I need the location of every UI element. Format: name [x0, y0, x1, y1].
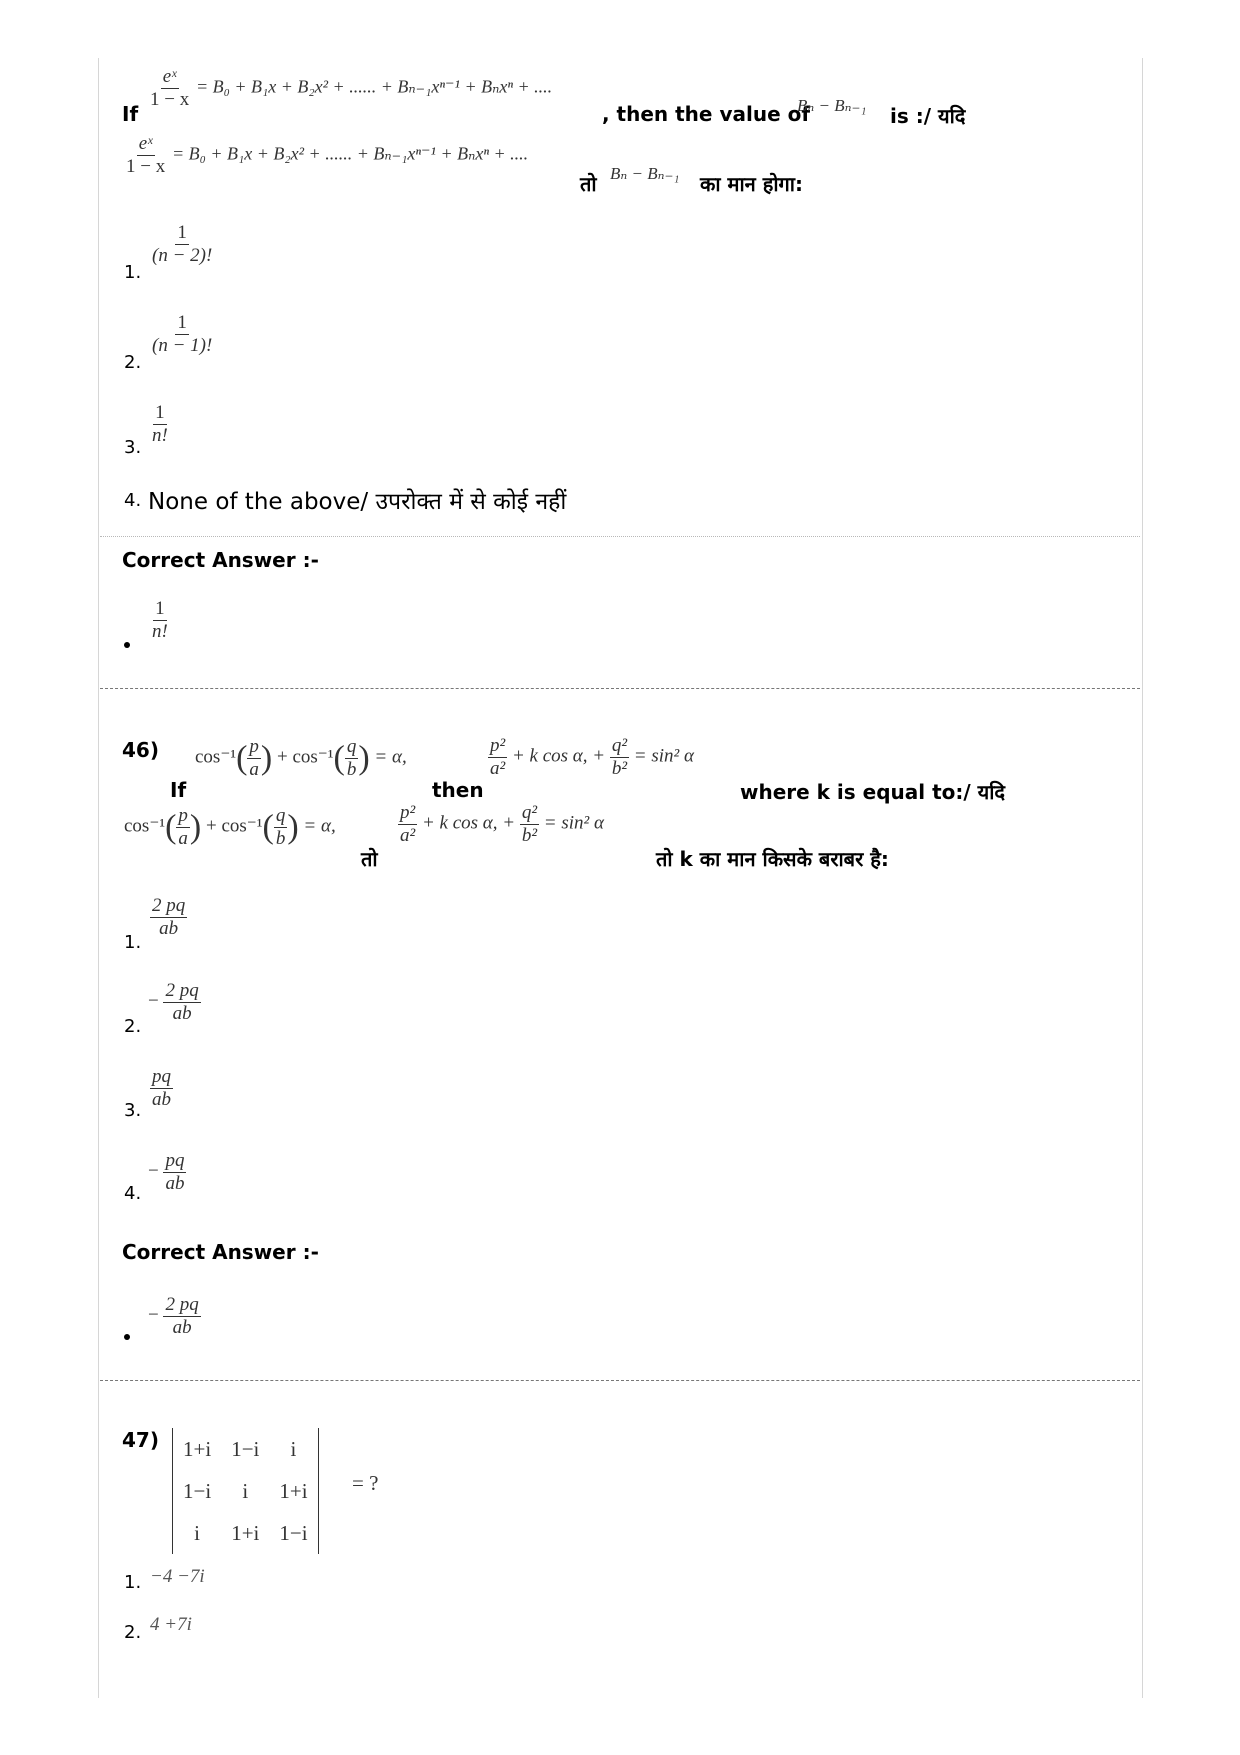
ka-maan-label: का मान होगा: [700, 172, 803, 196]
result-equation: $\frac{\text{p²}}{\text{a²}}$ + k cos α, + $\frac{\text{q²}}{\text{b²}}$ = sin² α [490, 735, 694, 779]
divider [100, 536, 1140, 537]
inverse-cos-equation: cos⁻¹( $\frac{p}{a}$ ) + cos⁻¹( $\frac{q}{b}$ ) = α, [195, 736, 407, 780]
bn-difference-hindi: Bₙ − Bₙ₋₁ [610, 164, 680, 183]
matrix-cell: i [194, 1520, 201, 1545]
option-fraction: $\frac{1}{(n - 2)!}$ [152, 222, 213, 266]
option-value: 4 +7i [150, 1614, 192, 1635]
option-fraction: − $\frac{2 pq}{ab}$ [148, 980, 199, 1024]
option-fraction: − $\frac{pq}{ab}$ [148, 1150, 185, 1194]
bn-difference: Bₙ − Bₙ₋₁ [797, 96, 867, 115]
result-equation-hindi: $\frac{\text{p²}}{\text{a²}}$ + k cos α, + $\frac{\text{q²}}{\text{b²}}$ = sin² α [400, 802, 604, 846]
to-label: तो [580, 172, 597, 196]
correct-answer-fraction: $\frac{1}{n!}$ [152, 598, 168, 642]
matrix-cell: 1+i [279, 1478, 308, 1503]
question-number: 46) [122, 738, 159, 762]
matrix-cell: 1−i [279, 1520, 308, 1545]
left-margin-line [98, 58, 99, 1698]
option-fraction: $\frac{2 pq}{ab}$ [152, 895, 186, 939]
question-separator [100, 688, 1140, 689]
question-separator [100, 1380, 1140, 1381]
equals-question: = ? [352, 1471, 379, 1495]
to-label: तो [361, 847, 378, 871]
lhs-fraction: $\frac{\text{eˣ}}{1 - x}$ [150, 66, 190, 110]
matrix-cell: i [242, 1478, 249, 1503]
exam-page: If $\frac{\text{eˣ}}{1 - x}$ = B₀ + B₁x + B₂x² + ...... + Bₙ₋₁xⁿ⁻¹ + Bₙxⁿ + .... , then the value of Bₙ − Bₙ₋₁ is :/ यदि $\frac{\text{eˣ}}{1 - x}$ = B₀ + B₁x + B₂x² + ...... + Bₙ₋₁xⁿ⁻¹ + Bₙxⁿ + .... तो Bₙ − Bₙ₋₁ का मान होगा: 1. $\frac{1}{(n - 2)!}$ 2. $\frac{1}{(n - 1)!}$ 3. $\frac{1}{n!}$ 4. None of the above/ उपरोक्त में से कोई नहीं Correct Answer :- $\frac{1}{n!}$ 46) If cos⁻¹( $\frac{p}{a}$ ) + cos⁻¹( $\frac{q}{b}$ ) = α, then $\frac{\text{p²}}{\text{a²}}$ + k cos α, + $\frac{\text{q²}}{\text{b²}}$ = sin² α where k is equal to:/ यदि cos⁻¹( $\frac{p}{a}$ ) + cos⁻¹( $\frac{q}{b}$ ) = α, तो $\frac{\text{p²}}{\text{a²}}$ + k cos α, + $\frac{\text{q²}}{\text{b²}}$ = sin² α तो k का मान किसके बराबर है: 1. $\frac{2 pq}{ab}$ 2. − $\frac{2 pq}{ab}$ 3. $\frac{pq}{ab}$ 4. − $\frac{pq}{ab}$ Correct Answer :- − $\frac{2 pq}{ab}$ 47) 1+i 1−i i 1−i i 1+i i 1+i 1−i = ? 1. −4 −7i 2. 4 +7i [0, 0, 1240, 1755]
correct-answer-bullet [124, 1334, 130, 1340]
option-fraction: $\frac{1}{(n - 1)!}$ [152, 312, 213, 356]
correct-answer-label: Correct Answer :- [122, 1240, 319, 1264]
matrix-cell: 1−i [231, 1436, 260, 1461]
then-value-label: , then the value of [602, 102, 811, 126]
matrix-cell: 1+i [183, 1436, 212, 1461]
option-text: None of the above/ उपरोक्त में से कोई नहीं [148, 489, 567, 515]
series-equation: $\frac{\text{eˣ}}{1 - x}$ = B₀ + B₁x + B₂x² + ...... + Bₙ₋₁xⁿ⁻¹ + Bₙxⁿ + .... [150, 66, 553, 110]
inverse-cos-equation-hindi: cos⁻¹( $\frac{p}{a}$ ) + cos⁻¹( $\frac{q}{b}$ ) = α, [124, 805, 336, 849]
matrix-cell: 1−i [183, 1478, 212, 1503]
matrix-cell: i [290, 1436, 297, 1461]
is-yadi-label: is :/ यदि [890, 104, 966, 128]
matrix-cell: 1+i [231, 1520, 260, 1545]
then-label: then [432, 778, 484, 802]
if-label: If [122, 102, 139, 126]
option-fraction: $\frac{pq}{ab}$ [152, 1066, 171, 1110]
option-fraction: $\frac{1}{n!}$ [152, 402, 168, 446]
if-label: If [170, 778, 187, 802]
determinant-matrix [172, 1428, 319, 1554]
correct-answer-label: Correct Answer :- [122, 548, 319, 572]
question-number: 47) [122, 1428, 159, 1452]
where-k-label: where k is equal to:/ यदि [740, 780, 1006, 804]
correct-answer-bullet [124, 642, 130, 648]
option-value: −4 −7i [150, 1566, 205, 1587]
hindi-question-tail: तो k का मान किसके बराबर है: [656, 847, 889, 871]
series-equation-hindi: $\frac{\text{eˣ}}{1 - x}$ = B₀ + B₁x + B₂x² + ...... + Bₙ₋₁xⁿ⁻¹ + Bₙxⁿ + .... [126, 133, 529, 177]
right-margin-line [1142, 58, 1143, 1698]
correct-answer-fraction: − $\frac{2 pq}{ab}$ [148, 1294, 199, 1338]
